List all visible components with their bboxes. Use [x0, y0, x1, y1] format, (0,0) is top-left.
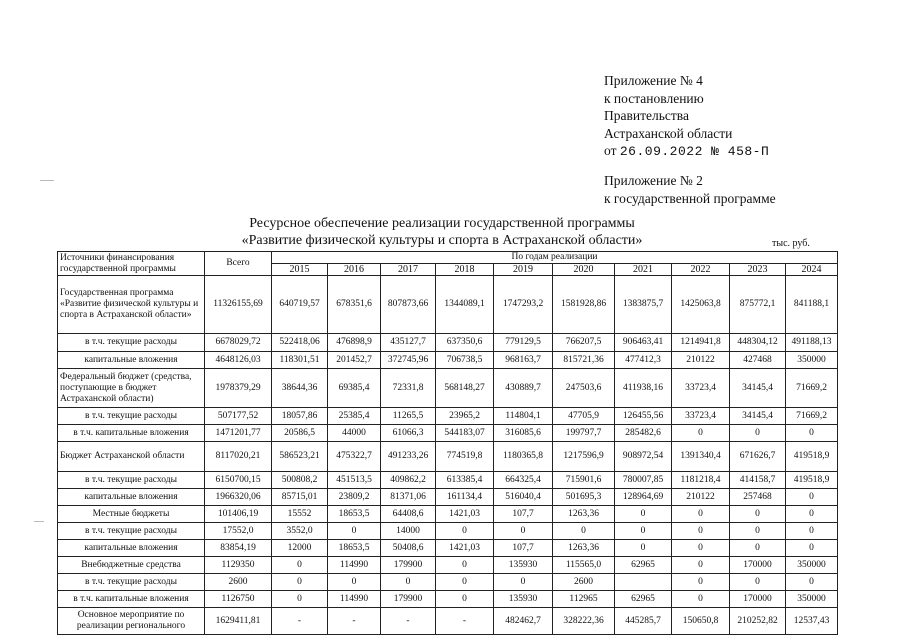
year-value-cell: 81371,06 — [381, 489, 436, 506]
year-value-cell: 715901,6 — [553, 472, 615, 489]
year-value-cell: 0 — [494, 523, 553, 540]
row-label: в т.ч. текущие расходы — [58, 472, 205, 489]
year-value-cell: 1180365,8 — [494, 442, 553, 472]
row-label: капитальные вложения — [58, 489, 205, 506]
year-value-cell: - — [272, 608, 328, 635]
year-header-cell: 2018 — [436, 264, 494, 276]
annex-date-stamp: 26.09.2022 № 458-П — [619, 144, 770, 159]
unit-label: тыс. руб. — [772, 238, 810, 249]
year-value-cell: 0 — [786, 489, 838, 506]
year-value-cell: 33723,4 — [672, 369, 730, 408]
year-value-cell: 2600 — [553, 574, 615, 591]
year-value-cell: 18057,86 — [272, 408, 328, 425]
table-row — [58, 334, 838, 352]
year-value-cell: 50408,6 — [381, 540, 436, 557]
year-header-cell: 2020 — [553, 264, 615, 276]
year-value-cell: 34145,4 — [730, 408, 786, 425]
year-value-cell: 613385,4 — [436, 472, 494, 489]
year-value-cell: 411938,16 — [615, 369, 672, 408]
year-value-cell — [615, 574, 672, 591]
year-value-cell: 44000 — [328, 425, 381, 442]
year-value-cell: 15552 — [272, 506, 328, 523]
year-value-cell: 179900 — [381, 591, 436, 608]
table-row — [58, 591, 838, 608]
year-value-cell: 568148,27 — [436, 369, 494, 408]
year-value-cell: 0 — [272, 591, 328, 608]
year-value-cell: 414158,7 — [730, 472, 786, 489]
year-value-cell: 1214941,8 — [672, 334, 730, 352]
table-row — [58, 557, 838, 574]
year-value-cell: 1391340,4 — [672, 442, 730, 472]
year-value-cell: 1747293,2 — [494, 276, 553, 334]
year-value-cell: 47705,9 — [553, 408, 615, 425]
year-value-cell: 0 — [436, 574, 494, 591]
year-value-cell: 0 — [672, 523, 730, 540]
year-value-cell: 0 — [786, 425, 838, 442]
row-label: в т.ч. капитальные вложения — [58, 591, 205, 608]
row-label: в т.ч. текущие расходы — [58, 334, 205, 352]
year-value-cell: 430889,7 — [494, 369, 553, 408]
table-row — [58, 506, 838, 523]
row-label: Основное мероприятие по реализации регионального — [58, 608, 205, 635]
year-value-cell: 14000 — [381, 523, 436, 540]
year-value-cell: 71669,2 — [786, 408, 838, 425]
year-value-cell: 807873,66 — [381, 276, 436, 334]
year-value-cell: 328222,36 — [553, 608, 615, 635]
resource-table — [57, 251, 838, 635]
program-annex-header — [604, 172, 776, 207]
year-value-cell: 114804,1 — [494, 408, 553, 425]
year-value-cell: 875772,1 — [730, 276, 786, 334]
year-header-cell: 2022 — [672, 264, 730, 276]
year-value-cell: 774519,8 — [436, 442, 494, 472]
year-value-cell: 118301,51 — [272, 352, 328, 369]
year-value-cell: 516040,4 — [494, 489, 553, 506]
year-value-cell: 135930 — [494, 557, 553, 574]
year-value-cell: 491188,13 — [786, 334, 838, 352]
table-body — [58, 276, 838, 635]
year-value-cell: 477412,3 — [615, 352, 672, 369]
year-value-cell: 112965 — [553, 591, 615, 608]
year-header-cell: 2016 — [328, 264, 381, 276]
table-row — [58, 408, 838, 425]
row-label: в т.ч. текущие расходы — [58, 523, 205, 540]
year-value-cell: 1181218,4 — [672, 472, 730, 489]
year-value-cell: 38644,36 — [272, 369, 328, 408]
year-value-cell: 0 — [730, 574, 786, 591]
table-row — [58, 352, 838, 369]
year-value-cell: 0 — [672, 506, 730, 523]
year-value-cell: 72331,8 — [381, 369, 436, 408]
year-value-cell: 0 — [272, 574, 328, 591]
title-line-1: Ресурсное обеспечение реализации государственной программы — [249, 216, 635, 231]
year-value-cell: 114990 — [328, 591, 381, 608]
year-value-cell: 476898,9 — [328, 334, 381, 352]
total-cell: 6678029,72 — [205, 334, 272, 352]
year-value-cell: 85715,01 — [272, 489, 328, 506]
year-value-cell: 779129,5 — [494, 334, 553, 352]
year-value-cell: 435127,7 — [381, 334, 436, 352]
year-value-cell: 482462,7 — [494, 608, 553, 635]
year-value-cell: 61066,3 — [381, 425, 436, 442]
year-value-cell: 210122 — [672, 352, 730, 369]
year-value-cell: - — [381, 608, 436, 635]
year-value-cell: 3552,0 — [272, 523, 328, 540]
year-value-cell: 34145,4 — [730, 369, 786, 408]
program-annex-ref: к государственной программе — [604, 190, 776, 206]
year-header-cell: 2017 — [381, 264, 436, 276]
scan-mark — [40, 180, 54, 181]
year-value-cell: 0 — [730, 523, 786, 540]
total-cell: 11326155,69 — [205, 276, 272, 334]
year-value-cell: 179900 — [381, 557, 436, 574]
year-value-cell: 678351,6 — [328, 276, 381, 334]
total-cell: 1966320,06 — [205, 489, 272, 506]
row-label: в т.ч. текущие расходы — [58, 574, 205, 591]
year-value-cell: 0 — [436, 591, 494, 608]
year-value-cell: 23965,2 — [436, 408, 494, 425]
year-value-cell: 350000 — [786, 591, 838, 608]
table-row — [58, 276, 838, 334]
row-label: Федеральный бюджет (средства, поступающие в бюджет Астраханской области) — [58, 369, 205, 408]
year-value-cell: 350000 — [786, 352, 838, 369]
year-value-cell: 0 — [786, 523, 838, 540]
total-column-header: Всего — [205, 252, 272, 276]
year-value-cell: 0 — [672, 425, 730, 442]
table-row — [58, 472, 838, 489]
year-value-cell: 0 — [672, 591, 730, 608]
annex-number: Приложение № 4 — [604, 73, 703, 88]
year-value-cell: 0 — [615, 523, 672, 540]
table-row — [58, 540, 838, 557]
row-label: Внебюджетные средства — [58, 557, 205, 574]
year-value-cell: 0 — [730, 506, 786, 523]
document-title — [222, 215, 662, 249]
year-value-cell: 501695,3 — [553, 489, 615, 506]
table-row — [58, 425, 838, 442]
year-value-cell: 18653,5 — [328, 540, 381, 557]
year-header-cell: 2023 — [730, 264, 786, 276]
total-cell: 4648126,03 — [205, 352, 272, 369]
year-value-cell: 316085,6 — [494, 425, 553, 442]
row-label: в т.ч. капитальные вложения — [58, 425, 205, 442]
total-cell: 2600 — [205, 574, 272, 591]
year-value-cell: 12000 — [272, 540, 328, 557]
year-value-cell: 201452,7 — [328, 352, 381, 369]
row-label: в т.ч. текущие расходы — [58, 408, 205, 425]
row-label: капитальные вложения — [58, 352, 205, 369]
year-value-cell: 586523,21 — [272, 442, 328, 472]
year-value-cell: 0 — [436, 523, 494, 540]
year-value-cell: 128964,69 — [615, 489, 672, 506]
year-value-cell: 0 — [786, 540, 838, 557]
year-value-cell: 107,7 — [494, 506, 553, 523]
annex-date-prefix: от — [604, 143, 617, 158]
year-value-cell: 1425063,8 — [672, 276, 730, 334]
year-value-cell: 1217596,9 — [553, 442, 615, 472]
table-row — [58, 608, 838, 635]
year-value-cell: 1383875,7 — [615, 276, 672, 334]
year-value-cell: - — [436, 608, 494, 635]
year-value-cell: 445285,7 — [615, 608, 672, 635]
year-value-cell: 0 — [730, 425, 786, 442]
year-value-cell: 419518,9 — [786, 442, 838, 472]
year-value-cell: 409862,2 — [381, 472, 436, 489]
total-cell: 1978379,29 — [205, 369, 272, 408]
year-value-cell: 1421,03 — [436, 540, 494, 557]
total-cell: 8117020,21 — [205, 442, 272, 472]
year-value-cell: 1421,03 — [436, 506, 494, 523]
total-cell: 1471201,77 — [205, 425, 272, 442]
year-value-cell: 18653,5 — [328, 506, 381, 523]
year-value-cell: 522418,06 — [272, 334, 328, 352]
table-row — [58, 523, 838, 540]
year-value-cell: 0 — [328, 574, 381, 591]
title-line-2: «Развитие физической культуры и спорта в Астраханской области» — [241, 233, 643, 248]
year-value-cell: 0 — [730, 540, 786, 557]
year-value-cell: 170000 — [730, 557, 786, 574]
total-cell: 83854,19 — [205, 540, 272, 557]
year-value-cell: 210122 — [672, 489, 730, 506]
year-value-cell: 815721,36 — [553, 352, 615, 369]
year-value-cell: 23809,2 — [328, 489, 381, 506]
source-column-header: Источники финансирования государственной программы — [58, 252, 205, 276]
year-value-cell: 62965 — [615, 591, 672, 608]
row-label: Государственная программа «Развитие физической культуры и спорта в Астраханской области» — [58, 276, 205, 334]
total-cell: 17552,0 — [205, 523, 272, 540]
year-value-cell: 0 — [672, 574, 730, 591]
total-cell: 1129350 — [205, 557, 272, 574]
year-value-cell: 780007,85 — [615, 472, 672, 489]
row-label: Местные бюджеты — [58, 506, 205, 523]
year-value-cell: 0 — [272, 557, 328, 574]
year-value-cell: 62965 — [615, 557, 672, 574]
annex-ref-government: Правительства — [604, 108, 689, 123]
total-cell: 1126750 — [205, 591, 272, 608]
year-value-cell: 544183,07 — [436, 425, 494, 442]
year-value-cell: 372745,96 — [381, 352, 436, 369]
year-value-cell: 0 — [381, 574, 436, 591]
year-value-cell: 115565,0 — [553, 557, 615, 574]
table-row — [58, 489, 838, 506]
program-annex-number: Приложение № 2 — [604, 173, 703, 188]
year-value-cell: 210252,82 — [730, 608, 786, 635]
year-value-cell: 427468 — [730, 352, 786, 369]
year-value-cell: 170000 — [730, 591, 786, 608]
annex-header — [604, 72, 769, 161]
year-value-cell: 71669,2 — [786, 369, 838, 408]
year-value-cell: 247503,6 — [553, 369, 615, 408]
year-value-cell: 0 — [553, 523, 615, 540]
year-header-cell: 2024 — [786, 264, 838, 276]
year-value-cell: 25385,4 — [328, 408, 381, 425]
year-value-cell: 20586,5 — [272, 425, 328, 442]
year-value-cell: 1263,36 — [553, 506, 615, 523]
year-value-cell: 419518,9 — [786, 472, 838, 489]
row-label: капитальные вложения — [58, 540, 205, 557]
year-value-cell: 451513,5 — [328, 472, 381, 489]
year-value-cell: 0 — [786, 506, 838, 523]
year-value-cell: 637350,6 — [436, 334, 494, 352]
year-value-cell: 640719,57 — [272, 276, 328, 334]
year-value-cell: 1581928,86 — [553, 276, 615, 334]
total-cell: 507177,52 — [205, 408, 272, 425]
year-value-cell: 475322,7 — [328, 442, 381, 472]
annex-ref-region: Астраханской области — [604, 125, 733, 141]
year-value-cell: 64408,6 — [381, 506, 436, 523]
scan-mark — [34, 521, 44, 522]
year-value-cell: 0 — [615, 540, 672, 557]
year-value-cell: 448304,12 — [730, 334, 786, 352]
year-value-cell: 12537,43 — [786, 608, 838, 635]
year-value-cell: 706738,5 — [436, 352, 494, 369]
year-value-cell: 0 — [328, 523, 381, 540]
year-value-cell: 906463,41 — [615, 334, 672, 352]
year-value-cell: 199797,7 — [553, 425, 615, 442]
years-group-header: По годам реализации — [272, 252, 838, 264]
total-cell: 6150700,15 — [205, 472, 272, 489]
year-header-cell: 2019 — [494, 264, 553, 276]
year-value-cell: 1344089,1 — [436, 276, 494, 334]
year-value-cell: 0 — [786, 574, 838, 591]
table-row — [58, 442, 838, 472]
year-value-cell: - — [328, 608, 381, 635]
year-value-cell: 33723,4 — [672, 408, 730, 425]
year-value-cell: 0 — [436, 557, 494, 574]
table-row — [58, 574, 838, 591]
year-value-cell: 841188,1 — [786, 276, 838, 334]
year-value-cell: 0 — [494, 574, 553, 591]
row-label: Бюджет Астраханской области — [58, 442, 205, 472]
year-header-cell: 2015 — [272, 264, 328, 276]
year-value-cell: 285482,6 — [615, 425, 672, 442]
total-cell: 101406,19 — [205, 506, 272, 523]
year-value-cell: 671626,7 — [730, 442, 786, 472]
year-value-cell: 0 — [672, 540, 730, 557]
year-header-cell: 2021 — [615, 264, 672, 276]
year-value-cell: 257468 — [730, 489, 786, 506]
year-value-cell: 126455,56 — [615, 408, 672, 425]
year-value-cell: 350000 — [786, 557, 838, 574]
year-value-cell: 0 — [615, 506, 672, 523]
year-value-cell: 1263,36 — [553, 540, 615, 557]
year-value-cell: 908972,54 — [615, 442, 672, 472]
year-value-cell: 69385,4 — [328, 369, 381, 408]
year-value-cell: 114990 — [328, 557, 381, 574]
year-value-cell: 968163,7 — [494, 352, 553, 369]
total-cell: 1629411,81 — [205, 608, 272, 635]
year-value-cell: 664325,4 — [494, 472, 553, 489]
year-value-cell: 11265,5 — [381, 408, 436, 425]
header-row — [58, 252, 838, 264]
table-row — [58, 369, 838, 408]
year-value-cell: 107,7 — [494, 540, 553, 557]
annex-date-line — [604, 142, 769, 161]
annex-ref-decree: к постановлению — [604, 90, 704, 106]
year-value-cell: 150650,8 — [672, 608, 730, 635]
year-value-cell: 161134,4 — [436, 489, 494, 506]
year-value-cell: 0 — [672, 557, 730, 574]
year-value-cell: 135930 — [494, 591, 553, 608]
year-value-cell: 491233,26 — [381, 442, 436, 472]
year-value-cell: 766207,5 — [553, 334, 615, 352]
year-value-cell: 500808,2 — [272, 472, 328, 489]
